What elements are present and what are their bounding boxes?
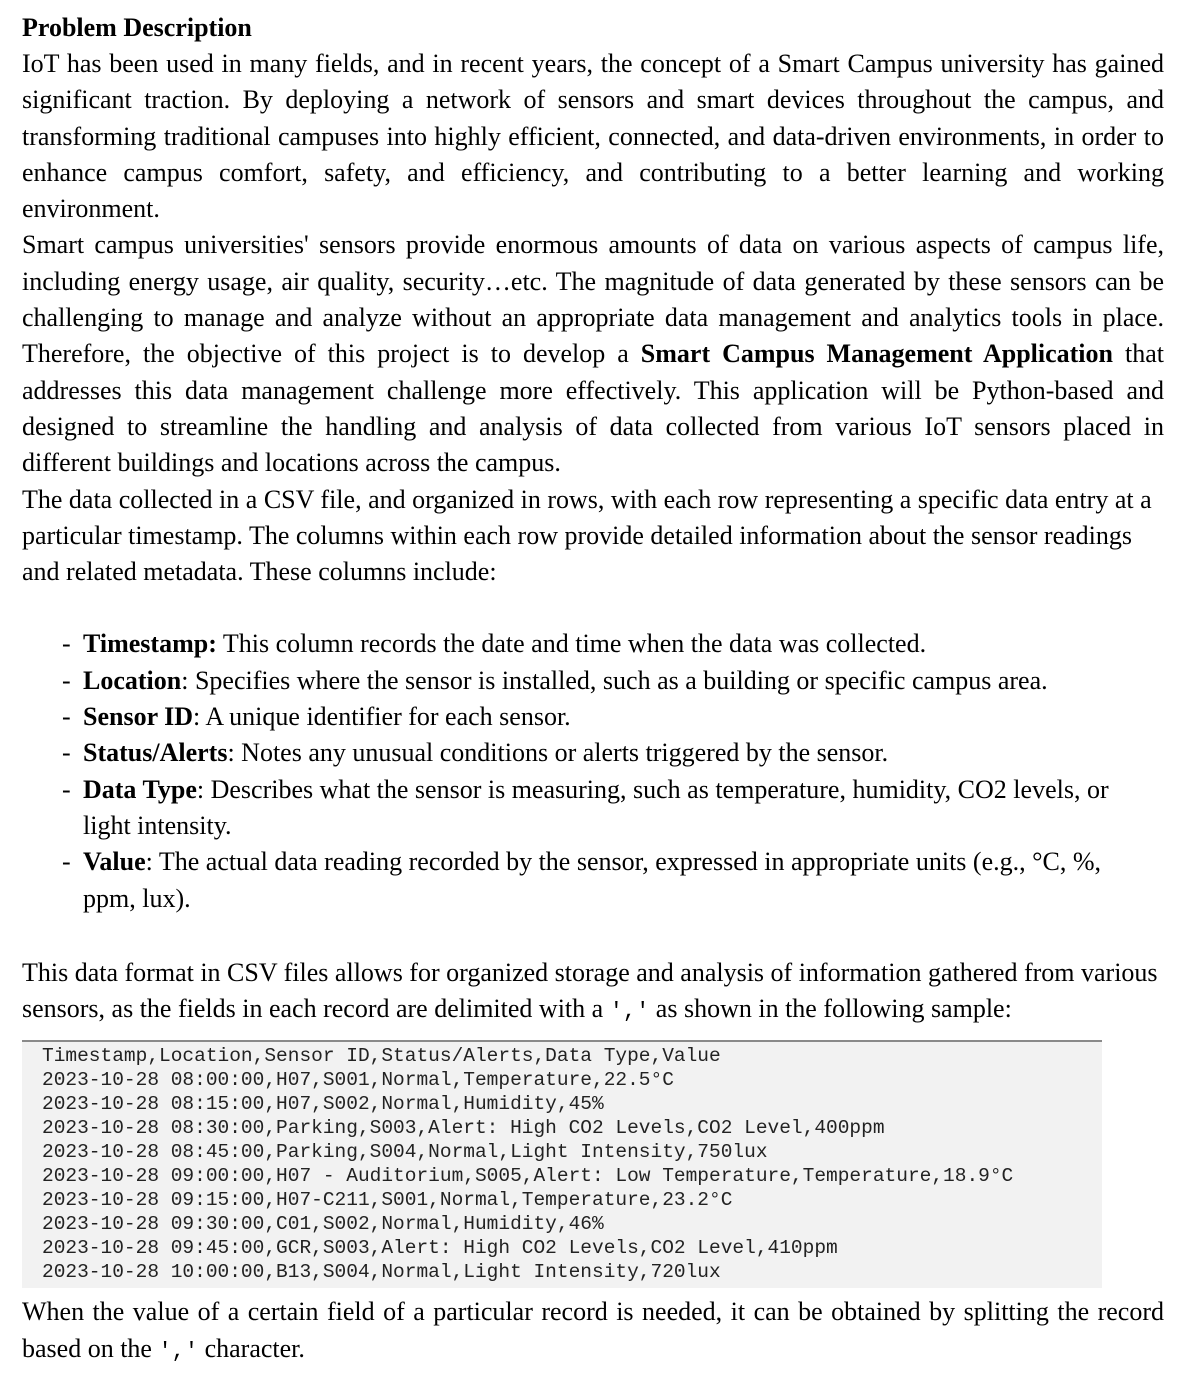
csv-row: 2023-10-28 08:15:00,H07,S002,Normal,Humidity,45% — [42, 1093, 604, 1116]
field-name: Data Type — [83, 774, 197, 804]
csv-row: 2023-10-28 09:00:00,H07 - Auditorium,S005,Alert: Low Temperature,Temperature,18.9°C — [42, 1165, 1014, 1188]
list-item: - Sensor ID: A unique identifier for each sensor. — [62, 702, 571, 732]
delimiter-code: ',' — [158, 1338, 199, 1364]
list-item: - Timestamp: This column records the date and time when the data was collected. — [62, 629, 927, 659]
split-text-after: character. — [198, 1333, 305, 1363]
field-name: Location — [83, 665, 182, 695]
field-name: Sensor ID — [83, 702, 194, 732]
split-paragraph — [22, 1294, 1164, 1370]
csv-row: 2023-10-28 08:30:00,Parking,S003,Alert: High CO2 Levels,CO2 Level,400ppm — [42, 1117, 885, 1140]
format-text-before: This data format in CSV files allows for organized storage and analysis of information gathered from various sensors, as the fields in each record are delimited with a — [22, 957, 1158, 1024]
field-desc: : Notes any unusual conditions or alerts triggered by the sensor. — [227, 738, 889, 768]
split-text-before: When the value of a certain field of a particular record is needed, it can be obtained by splitting the record based on the — [22, 1297, 1164, 1363]
document-page — [22, 10, 1164, 1370]
objective-text-after: that addresses this data management challenge more effectively. This application will be Python-based and designed to streamline the handling and analysis of data collected from various IoT sensors placed in different buildings and locations across the campus. — [22, 339, 1164, 478]
column-list — [22, 626, 1164, 916]
field-name: Status/Alerts — [83, 738, 228, 768]
list-item: - Location: Specifies where the sensor is installed, such as a building or specific campus area. — [62, 665, 1048, 695]
intro-paragraph: IoT has been used in many fields, and in recent years, the concept of a Smart Campus university has gained significant traction. By deploying a network of sensors and smart devices throughout the campus, and transforming traditional campuses into highly efficient, connected, and data-driven environments, in order to enhance campus comfort, safety, and efficiency, and contributing to a better learning and working environment. — [22, 49, 1164, 224]
csv-row: 2023-10-28 09:45:00,GCR,S003,Alert: High CO2 Levels,CO2 Level,410ppm — [42, 1237, 838, 1260]
format-text-after: as shown in the following sample: — [649, 994, 1012, 1024]
csv-row: 2023-10-28 09:30:00,C01,S002,Normal,Humidity,46% — [42, 1213, 604, 1236]
csv-format-paragraph — [22, 955, 1164, 1031]
objective-paragraph — [22, 227, 1164, 481]
list-item: - Value: The actual data reading recorded by the sensor, expressed in appropriate units (e.g., °C, %, ppm, lux). — [62, 847, 1102, 913]
field-desc: : The actual data reading recorded by the sensor, expressed in appropriate units (e.g., °C, %, ppm, lux). — [83, 847, 1102, 913]
field-name: Timestamp: — [83, 629, 217, 659]
csv-row: 2023-10-28 08:45:00,Parking,S004,Normal,Light Intensity,750lux — [42, 1141, 768, 1164]
delimiter-code: ',' — [609, 999, 650, 1025]
csv-sample-block — [22, 1040, 1102, 1288]
csv-row: 2023-10-28 08:00:00,H07,S001,Normal,Temperature,22.5°C — [42, 1069, 674, 1092]
objective-text-before: Smart campus universities' sensors provide enormous amounts of data on various aspects of campus life, including energy usage, air quality, security…etc. The magnitude of data generated by these sensors can be challenging to manage and analyze without an appropriate data management and analytics tools in place. Therefore, the objective of this project is to develop a — [22, 230, 1164, 369]
app-name-bold: Smart Campus Management Application — [640, 339, 1113, 369]
csv-description-paragraph: The data collected in a CSV file, and organized in rows, with each row representing a specific data entry at a particular timestamp. The columns within each row provide detailed information about the sensor readings and related metadata. These columns include: — [22, 484, 1152, 587]
field-name: Value — [83, 847, 146, 877]
field-desc: : Specifies where the sensor is installed, such as a building or specific campus area. — [181, 665, 1048, 695]
csv-header-line: Timestamp,Location,Sensor ID,Status/Alerts,Data Type,Value — [42, 1045, 721, 1068]
csv-row: 2023-10-28 09:15:00,H07-C211,S001,Normal,Temperature,23.2°C — [42, 1189, 733, 1212]
list-item: - Status/Alerts: Notes any unusual conditions or alerts triggered by the sensor. — [62, 738, 889, 768]
field-desc: : Describes what the sensor is measuring, such as temperature, humidity, CO2 levels, or light intensity. — [83, 774, 1109, 840]
csv-row: 2023-10-28 10:00:00,B13,S004,Normal,Light Intensity,720lux — [42, 1261, 721, 1284]
field-desc: This column records the date and time when the data was collected. — [216, 629, 927, 659]
field-desc: : A unique identifier for each sensor. — [193, 702, 571, 732]
section-heading: Problem Description — [22, 13, 252, 42]
list-item: - Data Type: Describes what the sensor is measuring, such as temperature, humidity, CO2 levels, or light intensity. — [62, 774, 1109, 840]
